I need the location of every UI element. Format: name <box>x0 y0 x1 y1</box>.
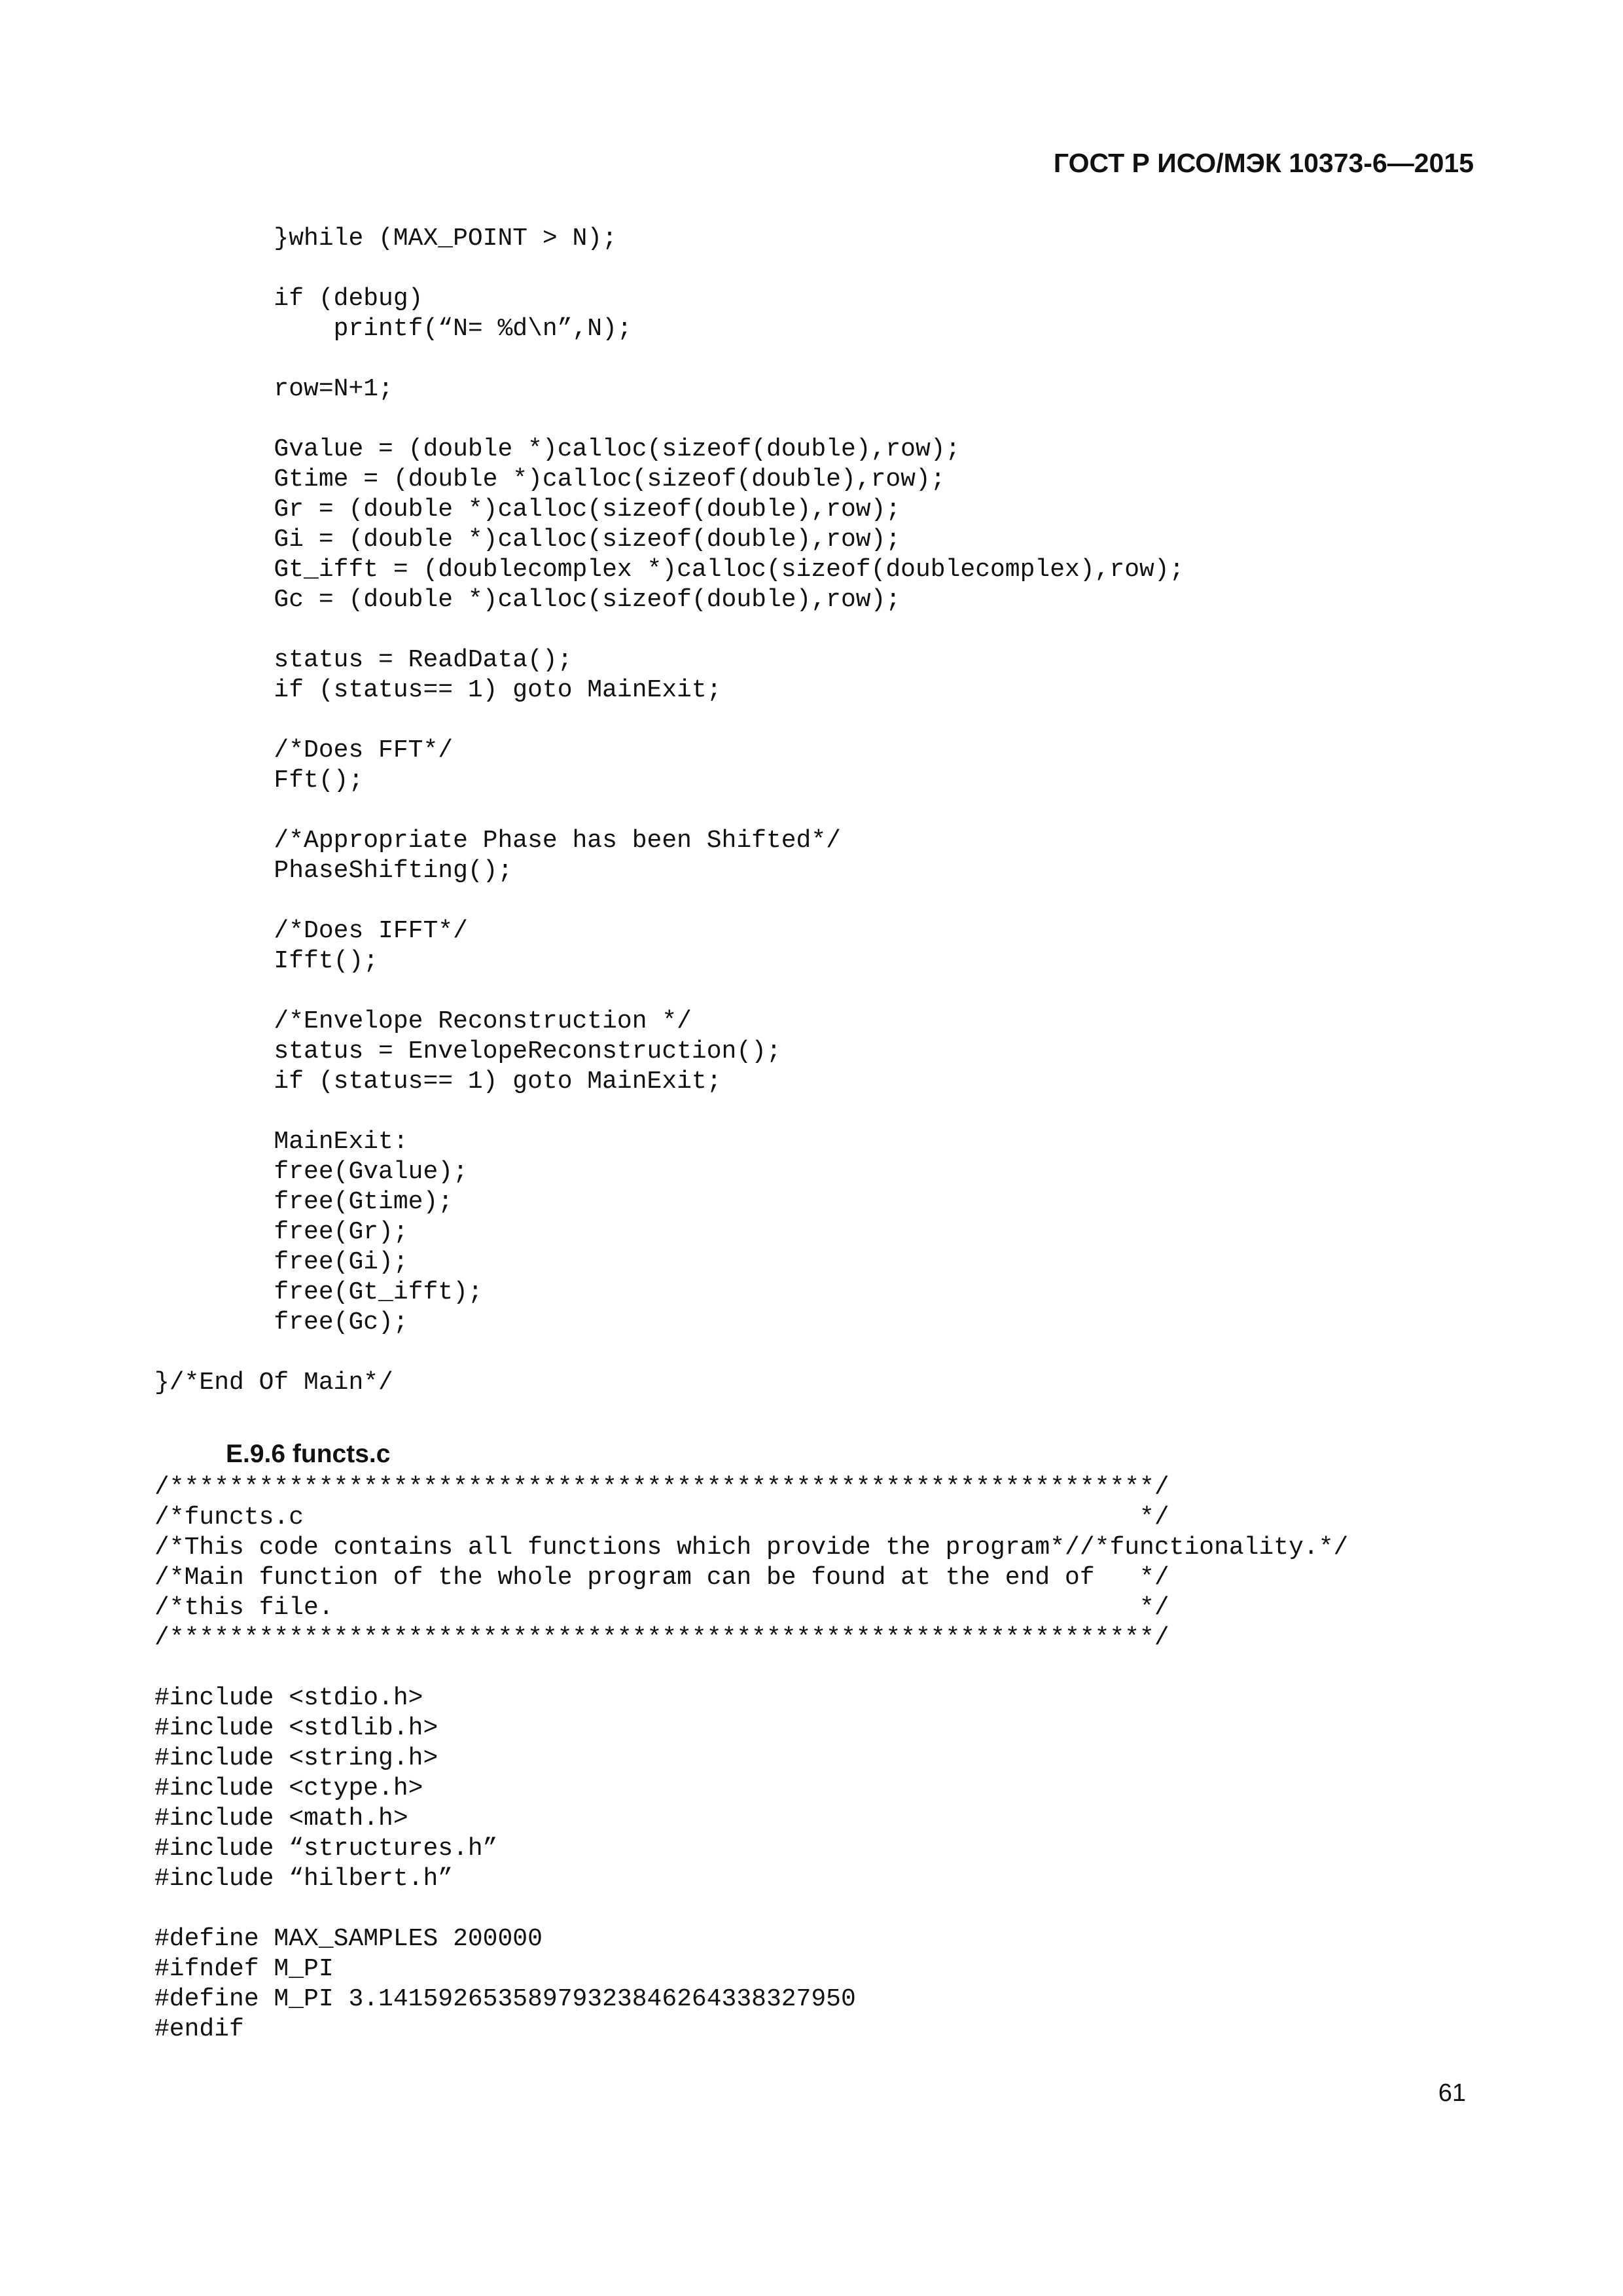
code-line: }/*End Of Main*/ <box>154 1369 393 1397</box>
page-number: 61 <box>1438 2079 1466 2107</box>
code-line: status = ReadData(); <box>154 646 573 674</box>
code-line: #include <math.h> <box>154 1804 408 1833</box>
code-line: #include <stdlib.h> <box>154 1714 438 1742</box>
code-line: row=N+1; <box>154 375 393 403</box>
code-line: /******************************************************************/ <box>154 1624 1169 1652</box>
code-line <box>154 1097 1184 1127</box>
code-line: free(Gi); <box>154 1248 408 1276</box>
code-line: }while (MAX_POINT > N); <box>154 224 617 253</box>
code-line: #include “structures.h” <box>154 1835 498 1863</box>
code-block-functs <box>154 1473 1348 2045</box>
page-header: ГОСТ Р ИСО/МЭК 10373-6—2015 <box>1053 148 1474 178</box>
code-line: free(Gtime); <box>154 1188 454 1216</box>
code-line <box>154 1894 1348 1924</box>
code-line: /*this file. */ <box>154 1594 1169 1622</box>
code-line: if (debug) <box>154 285 423 313</box>
code-line: free(Gr); <box>154 1218 408 1246</box>
code-line <box>154 615 1184 645</box>
code-line: Fft(); <box>154 766 364 795</box>
code-line: status = EnvelopeReconstruction(); <box>154 1037 781 1066</box>
code-line: /******************************************************************/ <box>154 1473 1169 1501</box>
code-line: Gvalue = (double *)calloc(sizeof(double),row); <box>154 435 961 463</box>
code-line: #include <stdio.h> <box>154 1684 423 1712</box>
code-line <box>154 706 1184 736</box>
code-line: #ifndef M_PI <box>154 1955 334 1983</box>
code-line: if (status== 1) goto MainExit; <box>154 1067 722 1096</box>
code-line <box>154 796 1184 826</box>
code-line: free(Gt_ifft); <box>154 1278 483 1306</box>
code-line: printf(“N= %d\n”,N); <box>154 315 632 343</box>
code-line: #include <ctype.h> <box>154 1774 423 1803</box>
code-line: /*Appropriate Phase has been Shifted*/ <box>154 827 841 855</box>
code-line: MainExit: <box>154 1128 408 1156</box>
code-line <box>154 404 1184 435</box>
code-line <box>154 886 1184 916</box>
code-line: /*Does FFT*/ <box>154 736 454 764</box>
code-line: #include <string.h> <box>154 1744 438 1772</box>
code-line: Gtime = (double *)calloc(sizeof(double),row); <box>154 465 946 493</box>
code-line: Ifft(); <box>154 947 379 975</box>
code-line: #include “hilbert.h” <box>154 1865 454 1893</box>
code-line: #endif <box>154 2015 244 2043</box>
code-line: if (status== 1) goto MainExit; <box>154 676 722 704</box>
code-line: #define MAX_SAMPLES 200000 <box>154 1925 543 1953</box>
code-line: /*Envelope Reconstruction */ <box>154 1007 692 1035</box>
code-line: #define M_PI 3.14159265358979323846264338327950 <box>154 1985 856 2013</box>
code-line <box>154 254 1184 284</box>
code-line <box>154 977 1184 1007</box>
code-line <box>154 344 1184 374</box>
section-heading: E.9.6 functs.c <box>226 1440 391 1468</box>
code-line: /*This code contains all functions which provide the program*//*functionality.*/ <box>154 1534 1349 1562</box>
code-line <box>154 1653 1348 1683</box>
code-line <box>154 1338 1184 1368</box>
code-line: /*functs.c */ <box>154 1503 1169 1532</box>
code-line: free(Gvalue); <box>154 1158 468 1186</box>
code-line: Gc = (double *)calloc(sizeof(double),row); <box>154 586 901 614</box>
code-line: Gi = (double *)calloc(sizeof(double),row); <box>154 526 901 554</box>
code-line: Gr = (double *)calloc(sizeof(double),row); <box>154 495 901 524</box>
code-line: PhaseShifting(); <box>154 857 513 885</box>
code-line: Gt_ifft = (doublecomplex *)calloc(sizeof(doublecomplex),row); <box>154 556 1185 584</box>
code-line: free(Gc); <box>154 1308 408 1336</box>
code-line: /*Main function of the whole program can be found at the end of */ <box>154 1564 1169 1592</box>
code-line: /*Does IFFT*/ <box>154 917 468 945</box>
code-block-main <box>154 224 1184 1398</box>
